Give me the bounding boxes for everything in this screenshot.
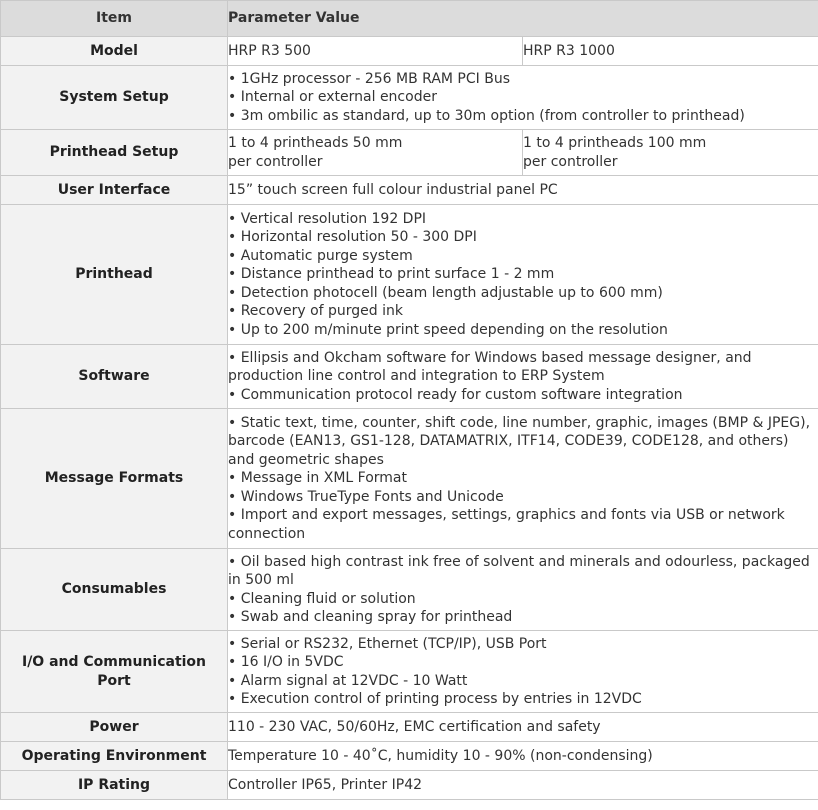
value-line: • Vertical resolution 192 DPI — [228, 210, 427, 227]
row-label: Model — [1, 37, 228, 66]
value-line: • Recovery of purged ink — [228, 303, 403, 320]
table-row-ip-rating — [1, 771, 818, 800]
value-line: • Distance printhead to print surface 1 - 2 mm — [228, 266, 555, 283]
row-value — [228, 176, 818, 205]
value-line: • Static text, time, counter, shift code, line number, graphic, images (BMP & JPEG), barcode (EAN13, GS1-128, DATAMATRIX, ITF14, CODE39, CODE128, and others) and geometric shapes — [228, 414, 811, 468]
row-value — [228, 631, 818, 713]
header-parameter-value: Parameter Value — [228, 1, 818, 37]
value-line: 1 to 4 printheads 50 mm per controller — [228, 135, 403, 170]
value-line: • Oil based high contrast ink free of solvent and minerals and odourless, packaged in 500 ml — [228, 553, 810, 588]
table-row-model — [1, 37, 818, 66]
value-line: • Communication protocol ready for custom software integration — [228, 386, 683, 403]
table-row-printhead-setup — [1, 130, 818, 176]
value-line: Temperature 10 - 40˚C, humidity 10 - 90% (non-condensing) — [228, 747, 653, 764]
row-label: Consumables — [1, 549, 228, 631]
row-label: IP Rating — [1, 771, 228, 800]
value-line: • Up to 200 m/minute print speed depending on the resolution — [228, 321, 668, 338]
model-500-value: HRP R3 500 — [228, 37, 523, 66]
value-line: • Ellipsis and Okcham software for Windows based message designer, and production line control and integration to ERP System — [228, 349, 752, 385]
value-line: • 3m ombilic as standard, up to 30m option (from controller to printhead) — [228, 107, 745, 124]
value-line: Controller IP65, Printer IP42 — [228, 776, 423, 793]
table-row-user-interface — [1, 176, 818, 205]
table-row-system-setup — [1, 66, 818, 130]
header-item: Item — [1, 1, 228, 37]
row-label-text: I/O and Communication Port — [21, 654, 207, 689]
value-line: • 16 I/O in 5VDC — [228, 654, 344, 670]
row-label: Power — [1, 713, 228, 742]
row-label: Message Formats — [1, 409, 228, 549]
row-label: Software — [1, 345, 228, 409]
value-line: • Alarm signal at 12VDC - 10 Watt — [228, 672, 468, 689]
row-value — [228, 549, 818, 631]
printhead-setup-500-value — [228, 130, 523, 176]
value-line: 15” touch screen full colour industrial panel PC — [228, 181, 558, 198]
row-value — [228, 771, 818, 800]
value-line: • Internal or external encoder — [228, 89, 437, 106]
row-label: System Setup — [1, 66, 228, 130]
value-line: • Execution control of printing process by entries in 12VDC — [228, 691, 642, 707]
row-value — [228, 409, 818, 549]
row-value — [228, 66, 818, 130]
value-line: • Import and export messages, settings, graphics and fonts via USB or network connection — [228, 507, 785, 542]
value-line: • Cleaning fluid or solution — [228, 590, 416, 607]
value-line: • Swab and cleaning spray for printhead — [228, 609, 513, 625]
row-value — [228, 742, 818, 771]
value-line: • Automatic purge system — [228, 247, 413, 264]
value-line: 1 to 4 printheads 100 mm per controller — [523, 135, 707, 170]
value-line: • Detection photocell (beam length adjustable up to 600 mm) — [228, 284, 663, 301]
value-line: • Message in XML Format — [228, 470, 407, 487]
row-value — [228, 713, 818, 742]
table-row-message-formats — [1, 409, 818, 549]
row-value — [228, 345, 818, 409]
printhead-setup-1000-value — [523, 130, 818, 176]
table-row-consumables — [1, 549, 818, 631]
table-header-row — [1, 1, 818, 37]
row-label: Printhead Setup — [1, 130, 228, 176]
value-line: • Serial or RS232, Ethernet (TCP/IP), USB Port — [228, 635, 547, 652]
value-line: 110 - 230 VAC, 50/60Hz, EMC certification and safety — [228, 718, 601, 735]
table-row-operating-environment — [1, 742, 818, 771]
row-label: User Interface — [1, 176, 228, 205]
row-label: Printhead — [1, 205, 228, 345]
table-row-printhead — [1, 205, 818, 345]
row-label: Operating Environment — [1, 742, 228, 771]
table-row-power — [1, 713, 818, 742]
model-1000-value: HRP R3 1000 — [523, 37, 818, 66]
table-row-software — [1, 345, 818, 409]
value-line: • Windows TrueType Fonts and Unicode — [228, 488, 504, 505]
value-line: • 1GHz processor - 256 MB RAM PCI Bus — [228, 70, 511, 87]
value-line: • Horizontal resolution 50 - 300 DPI — [228, 229, 477, 246]
row-value — [228, 205, 818, 345]
table-row-io-communication-port — [1, 631, 818, 713]
row-label — [1, 631, 228, 713]
